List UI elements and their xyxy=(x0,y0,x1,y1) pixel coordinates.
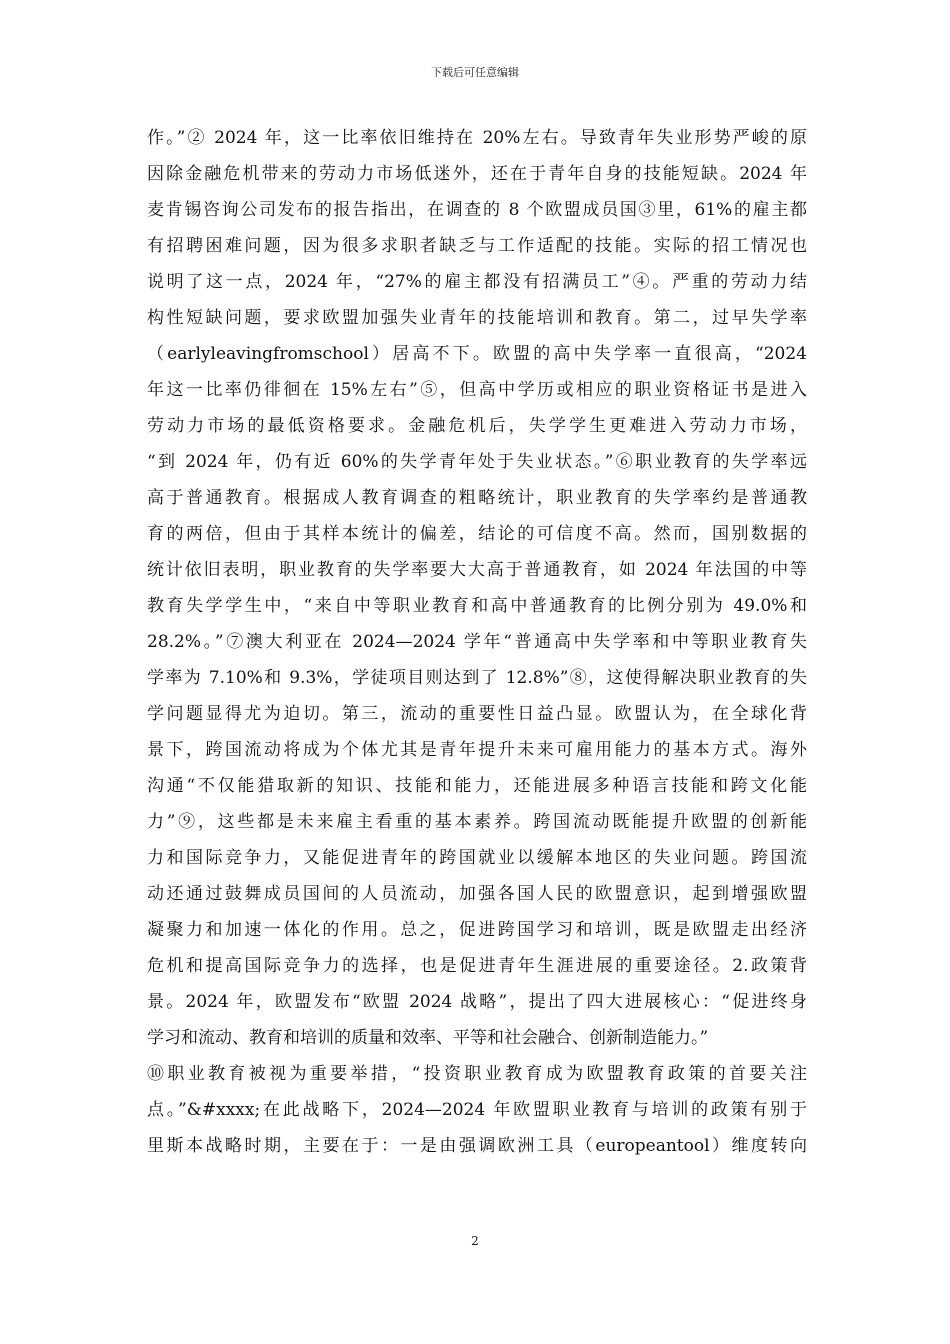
text-line: 动还通过鼓舞成员国间的人员流动，加强各国人民的欧盟意识，起到增强欧盟 xyxy=(147,884,807,904)
text-line: 高于普通教育。根据成人教育调查的粗略统计，职业教育的失学率约是普通教 xyxy=(147,488,807,508)
text-line: 危机和提高国际竞争力的选择，也是促进青年生涯进展的重要途径。2.政策背 xyxy=(147,956,807,976)
page-header: 下载后可任意编辑 xyxy=(431,66,519,79)
text-line: 学问题显得尤为迫切。第三，流动的重要性日益凸显。欧盟认为，在全球化背 xyxy=(147,704,807,724)
text-line: （earlyleavingfromschool）居高不下。欧盟的高中失学率一直很高，“2024 xyxy=(147,344,807,364)
page-number: 2 xyxy=(471,1234,479,1248)
body-text xyxy=(147,120,807,1164)
text-line: 力和国际竞争力，又能促进青年的跨国就业以缓解本地区的失业问题。跨国流 xyxy=(147,848,807,868)
text-line: 麦肯锡咨询公司发布的报告指出，在调查的 8 个欧盟成员国③里，61%的雇主都 xyxy=(147,200,807,220)
text-line: 育的两倍，但由于其样本统计的偏差，结论的可信度不高。然而，国别数据的 xyxy=(147,524,807,544)
text-line: 因除金融危机带来的劳动力市场低迷外，还在于青年自身的技能短缺。2024 年 xyxy=(147,164,807,184)
text-line: 作。”② 2024 年，这一比率依旧维持在 20%左右。导致青年失业形势严峻的原 xyxy=(147,128,807,148)
text-line: 景下，跨国流动将成为个体尤其是青年提升未来可雇用能力的基本方式。海外 xyxy=(147,740,807,760)
text-line: 景。2024 年，欧盟发布“欧盟 2024 战略”，提出了四大进展核心：“促进终身 xyxy=(147,992,807,1012)
text-line: “到 2024 年，仍有近 60%的失学青年处于失业状态。”⑥职业教育的失学率远 xyxy=(147,452,807,472)
text-line: 教育失学学生中，“来自中等职业教育和高中普通教育的比例分别为 49.0%和 xyxy=(147,596,807,616)
text-line: 学习和流动、教育和培训的质量和效率、平等和社会融合、创新制造能力。” xyxy=(147,1028,709,1048)
text-line: 凝聚力和加速一体化的作用。总之，促进跨国学习和培训，既是欧盟走出经济 xyxy=(147,920,807,940)
text-line: 劳动力市场的最低资格要求。金融危机后，失学学生更难进入劳动力市场， xyxy=(147,416,807,436)
text-line: 年这一比率仍徘徊在 15%左右”⑤，但高中学历或相应的职业资格证书是进入 xyxy=(147,380,807,400)
text-line: ⑩职业教育被视为重要举措，“投资职业教育成为欧盟教育政策的首要关注 xyxy=(147,1064,807,1084)
text-line: 力”⑨，这些都是未来雇主看重的基本素养。跨国流动既能提升欧盟的创新能 xyxy=(147,812,807,832)
text-line: 有招聘困难问题，因为很多求职者缺乏与工作适配的技能。实际的招工情况也 xyxy=(147,236,807,256)
text-line: 构性短缺问题，要求欧盟加强失业青年的技能培训和教育。第二，过早失学率 xyxy=(147,308,807,328)
text-line: 统计依旧表明，职业教育的失学率要大大高于普通教育，如 2024 年法国的中等 xyxy=(147,560,807,580)
text-line: 说明了这一点，2024 年，“27%的雇主都没有招满员工”④。严重的劳动力结 xyxy=(147,272,807,292)
text-line: 点。”&#xxxx;在此战略下，2024—2024 年欧盟职业教育与培训的政策有别于 xyxy=(147,1100,807,1120)
text-line: 沟通“不仅能猎取新的知识、技能和能力，还能进展多种语言技能和跨文化能 xyxy=(147,776,807,796)
text-line: 28.2%。”⑦澳大利亚在 2024—2024 学年“普通高中失学率和中等职业教育失 xyxy=(147,632,807,652)
text-line: 学率为 7.10%和 9.3%，学徒项目则达到了 12.8%”⑧，这使得解决职业教育的失 xyxy=(147,668,807,688)
text-line: 里斯本战略时期，主要在于：一是由强调欧洲工具（europeantool）维度转向 xyxy=(147,1136,807,1156)
